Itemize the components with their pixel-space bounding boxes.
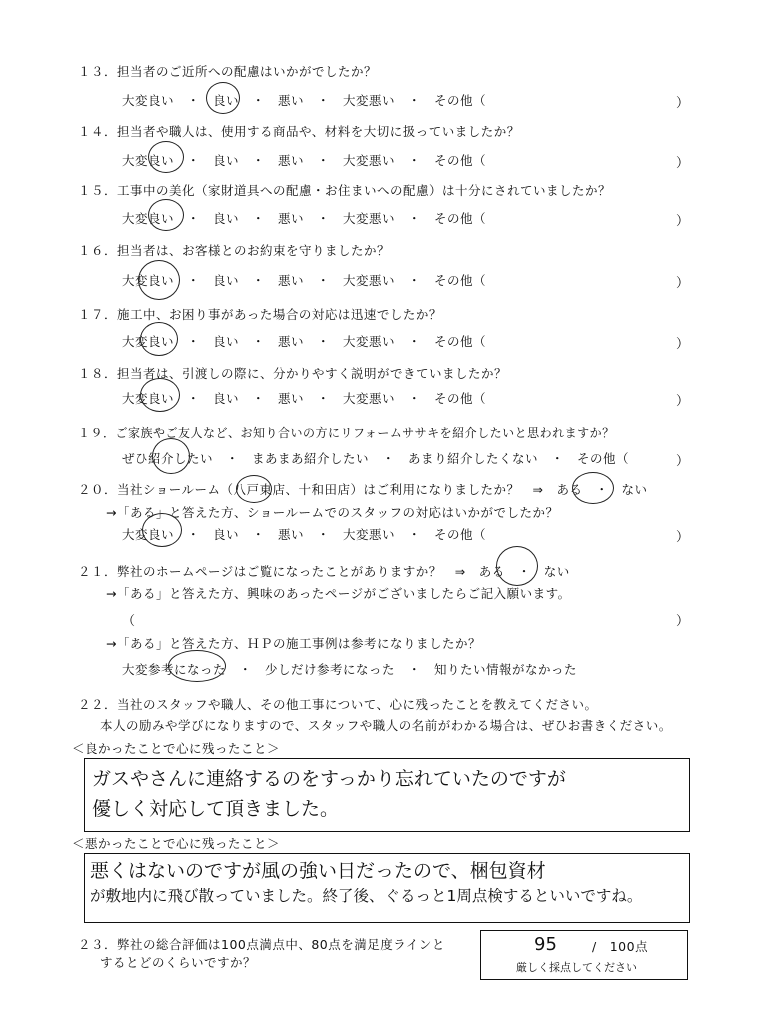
- question-23-line1: ２３．弊社の総合評価は100点満点中、80点を満足度ラインと: [78, 937, 445, 952]
- score-value: 95: [534, 934, 557, 955]
- options-14: 大変良い ・ 良い ・ 悪い ・ 大変悪い ・ その他（: [122, 153, 487, 168]
- bad-comment-line1: 悪くはないのですが風の強い日だったので、梱包資材: [90, 860, 546, 882]
- selected-mark-13: [206, 82, 240, 114]
- close-paren: ）: [676, 214, 690, 229]
- options-17: 大変良い ・ 良い ・ 悪い ・ 大変悪い ・ その他（: [122, 334, 487, 349]
- question-21: ２１．弊社のホームページはご覧になったことがありますか？ ⇒ ある ・ ない: [78, 564, 570, 579]
- sub-question-21a: →「ある」と答えた方、興味のあったページがございましたらご記入願います。: [106, 586, 571, 601]
- good-comment-label: ＜良かったことで心に残ったこと＞: [72, 741, 281, 756]
- close-paren: ）: [676, 96, 690, 111]
- question-14: １４．担当者や職人は、使用する商品や、材料を大切に扱っていましたか？: [78, 124, 520, 139]
- selected-mark-14: [148, 141, 184, 173]
- selected-mark-15: [148, 199, 184, 231]
- good-comment-line1: ガスやさんに連絡するのをすっかり忘れていたのですが: [92, 768, 566, 790]
- question-17: １７．施工中、お困り事があった場合の対応は迅速でしたか？: [78, 307, 442, 322]
- options-16: 大変良い ・ 良い ・ 悪い ・ 大変悪い ・ その他（: [122, 273, 487, 288]
- options-20: 大変良い ・ 良い ・ 悪い ・ 大変悪い ・ その他（: [122, 527, 487, 542]
- selected-mark-20: [142, 513, 182, 547]
- close-paren: ）: [676, 276, 690, 291]
- sub-question-21b: →「ある」と答えた方、ＨＰの施工事例は参考になりましたか？: [106, 636, 481, 651]
- bad-comment-label: ＜悪かったことで心に残ったこと＞: [72, 836, 281, 851]
- good-comment-line2: 優しく対応して頂きました。: [92, 798, 340, 820]
- question-22: ２２．当社のスタッフや職人、その他工事について、心に残ったことを教えてください。: [78, 697, 598, 712]
- sub-question-20: →「ある」と答えた方、ショールームでのスタッフの対応はいかがでしたか？: [106, 505, 559, 520]
- score-max: / 100点: [592, 939, 649, 954]
- question-20: ２０．当社ショールーム（八戸東店、十和田店）はご利用になりましたか？ ⇒ ある ・ ない: [78, 482, 648, 497]
- close-paren: ）: [676, 394, 690, 409]
- close-paren: ）: [676, 156, 690, 171]
- question-16: １６．担当者は、お客様とのお約束を守りましたか？: [78, 243, 391, 258]
- question-18: １８．担当者は、引渡しの際に、分かりやすく説明ができていましたか？: [78, 366, 508, 381]
- selected-mark-17: [140, 322, 178, 356]
- question-13: １３．担当者のご近所への配慮はいかがでしたか？: [78, 64, 378, 79]
- selected-mark-21: [168, 650, 226, 682]
- close-paren: ）: [676, 337, 690, 352]
- open-paren: （: [122, 614, 136, 629]
- question-22-sub: 本人の励みや学びになりますので、スタッフや職人の名前がわかる場合は、ぜひお書きください。: [100, 718, 672, 733]
- close-paren: ）: [676, 614, 690, 629]
- selected-mark-20-aru: [572, 472, 614, 504]
- showroom-circle: [236, 475, 272, 503]
- question-19: １９．ご家族やご友人など、お知り合いの方にリフォームササキを紹介したいと思われますか？: [78, 426, 615, 440]
- options-19: ぜひ紹介したい ・ まあまあ紹介したい ・ あまり紹介したくない ・ その他（: [122, 451, 630, 466]
- bad-comment-line2: が敷地内に飛び散っていました。終了後、ぐるっと1周点検するといいですね。: [90, 887, 643, 905]
- close-paren: ）: [676, 454, 690, 469]
- options-13: 大変良い ・ 良い ・ 悪い ・ 大変悪い ・ その他（: [122, 93, 487, 108]
- close-paren: ）: [676, 530, 690, 545]
- question-15: １５．工事中の美化（家財道具への配慮・お住まいへの配慮）は十分にされていましたか？: [78, 183, 612, 198]
- selected-mark-16: [138, 260, 180, 300]
- selected-mark-21-aru: [496, 546, 538, 586]
- question-23-line2: するとどのくらいですか？: [100, 955, 257, 970]
- selected-mark-18: [140, 378, 180, 412]
- score-hint: 厳しく採点してください: [516, 961, 637, 974]
- options-21: 大変参考になった ・ 少しだけ参考になった ・ 知りたい情報がなかった: [122, 662, 578, 677]
- selected-mark-19: [152, 438, 190, 474]
- options-15: 大変良い ・ 良い ・ 悪い ・ 大変悪い ・ その他（: [122, 211, 487, 226]
- options-18: 大変良い ・ 良い ・ 悪い ・ 大変悪い ・ その他（: [122, 391, 487, 406]
